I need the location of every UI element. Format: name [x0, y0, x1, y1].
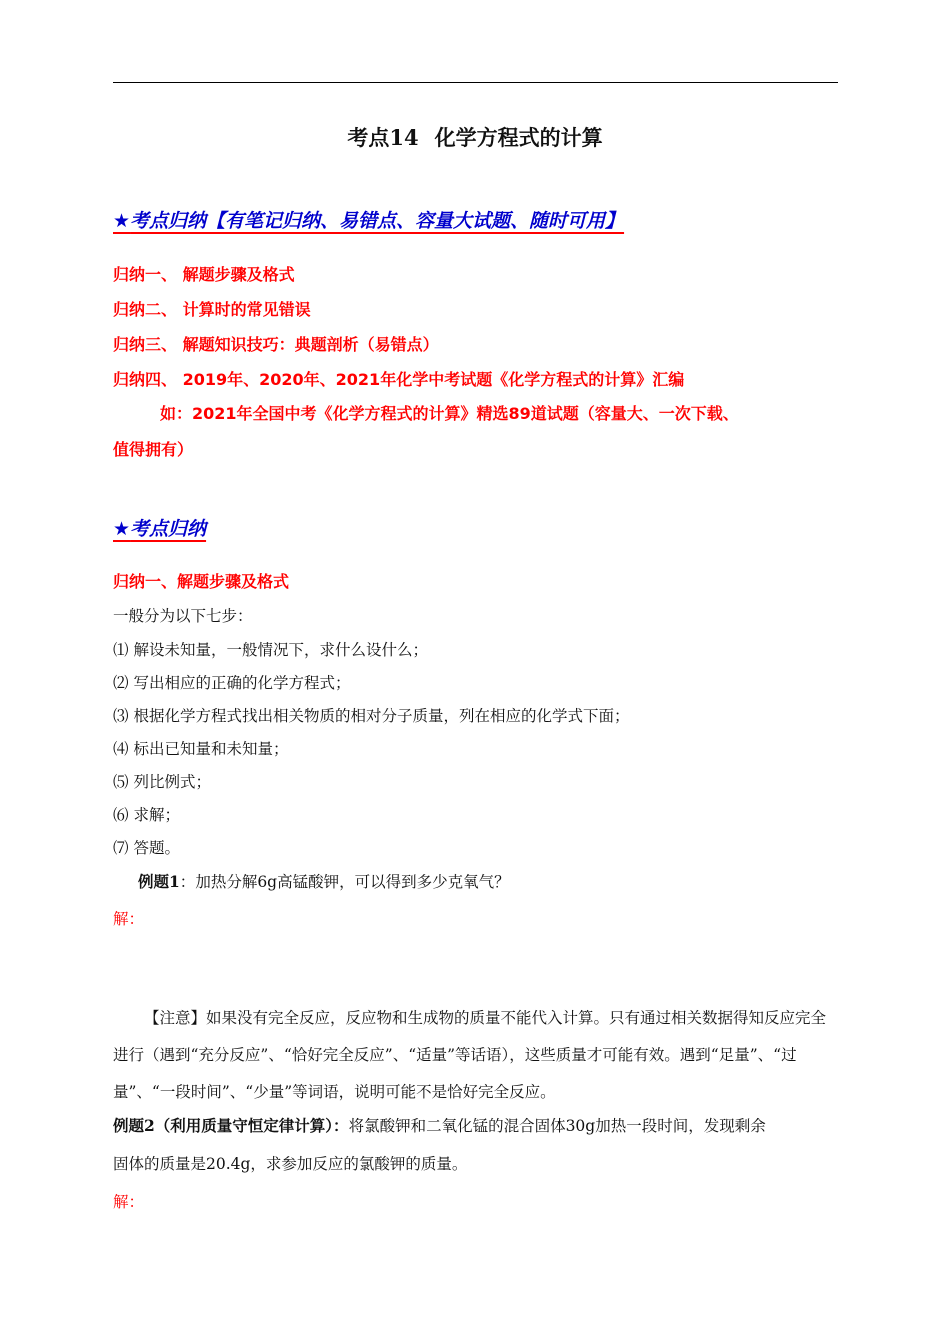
step-text: 答题。 [133, 839, 180, 857]
step-text: 根据化学方程式找出相关物质的相对分子质量，列在相应的化学式下面； [133, 707, 630, 725]
header-rule [113, 82, 838, 83]
title-prefix: 考点14 [347, 125, 419, 150]
step-number: ⑶ [113, 707, 129, 725]
step-text: 求解； [133, 806, 180, 824]
star-icon: ★ [113, 210, 131, 232]
toc-note-line1: 如：2021年全国中考《化学方程式的计算》精选89道试题（容量大、一次下载、 [160, 404, 739, 423]
step-text: 列比例式； [133, 773, 211, 791]
step-number: ⑹ [113, 806, 129, 824]
example-1 [138, 870, 510, 892]
step-number: ⑵ [113, 674, 129, 692]
title-text: 化学方程式的计算 [434, 125, 603, 150]
toc-item-3 [113, 332, 439, 355]
solution-label-2: 解： [113, 1193, 145, 1211]
example-colon: ： [179, 873, 196, 891]
example-colon: ： [333, 1116, 349, 1135]
toc-label: 归纳四、 [113, 370, 178, 389]
example-text: 将氯酸钾和二氧化锰的混合固体30g加热一段时间，发现剩余 [348, 1117, 766, 1135]
step-item [113, 704, 629, 726]
toc-item-4 [113, 367, 684, 390]
section-banner-text: 考点归纳 [130, 518, 207, 540]
toc-item-1 [113, 262, 295, 285]
solution-label: 解： [113, 910, 145, 928]
step-number: ⑸ [113, 773, 129, 791]
page-title [0, 122, 950, 152]
section-heading: 归纳一、解题步骤及格式 [113, 572, 290, 591]
step-text: 标出已知量和未知量； [133, 740, 289, 758]
example-text: 加热分解6g高锰酸钾，可以得到多少克氧气？ [195, 873, 510, 891]
note-label: 【注意】 [144, 1009, 207, 1027]
note-paragraph [113, 1000, 835, 1111]
toc-text: 解题步骤及格式 [182, 265, 295, 284]
example-label: 例题1 [138, 872, 180, 891]
step-item [113, 737, 288, 759]
step-number: ⑺ [113, 839, 129, 857]
toc-text: 2019年、2020年、2021年化学中考试题《化学方程式的计算》汇编 [182, 370, 685, 389]
step-number: ⑷ [113, 740, 129, 758]
toc-text: 解题知识技巧：典题剖析（易错点） [182, 335, 439, 354]
toc-item-2 [113, 297, 311, 320]
steps-intro: 一般分为以下七步： [113, 607, 253, 625]
note-text: 如果没有完全反应，反应物和生成物的质量不能代入计算。只有通过相关数据得知反应完全进行（遇到“充分反应”、“恰好完全反应”、“适量”等话语），这些质量才可能有效。遇到“足量”、“过量”、“一段时间”、“少量”等词语，说明可能不是恰好完全反应。 [113, 1009, 827, 1101]
toc-label: 归纳三、 [113, 335, 178, 354]
toc-label: 归纳一、 [113, 265, 178, 284]
toc-note-line2: 值得拥有） [113, 440, 194, 459]
intro-banner-text: 考点归纳【有笔记归纳、易错点、容量大试题、随时可用】 [130, 210, 625, 232]
step-item [113, 671, 350, 693]
step-text: 解设未知量，一般情况下，求什么设什么； [133, 641, 428, 659]
step-text: 写出相应的正确的化学方程式； [133, 674, 351, 692]
section-banner [113, 514, 206, 541]
example-2-line2: 固体的质量是20.4g，求参加反应的氯酸钾的质量。 [113, 1155, 468, 1173]
intro-banner [113, 206, 624, 233]
step-item [113, 770, 211, 792]
step-number: ⑴ [113, 641, 129, 659]
toc-text: 计算时的常见错误 [182, 300, 311, 319]
step-item [113, 638, 428, 660]
toc-label: 归纳二、 [113, 300, 178, 319]
star-icon: ★ [113, 518, 131, 540]
step-item [113, 836, 180, 858]
example-label: 例题2（利用质量守恒定律计算） [113, 1116, 334, 1135]
example-2 [113, 1114, 766, 1136]
step-item [113, 803, 180, 825]
